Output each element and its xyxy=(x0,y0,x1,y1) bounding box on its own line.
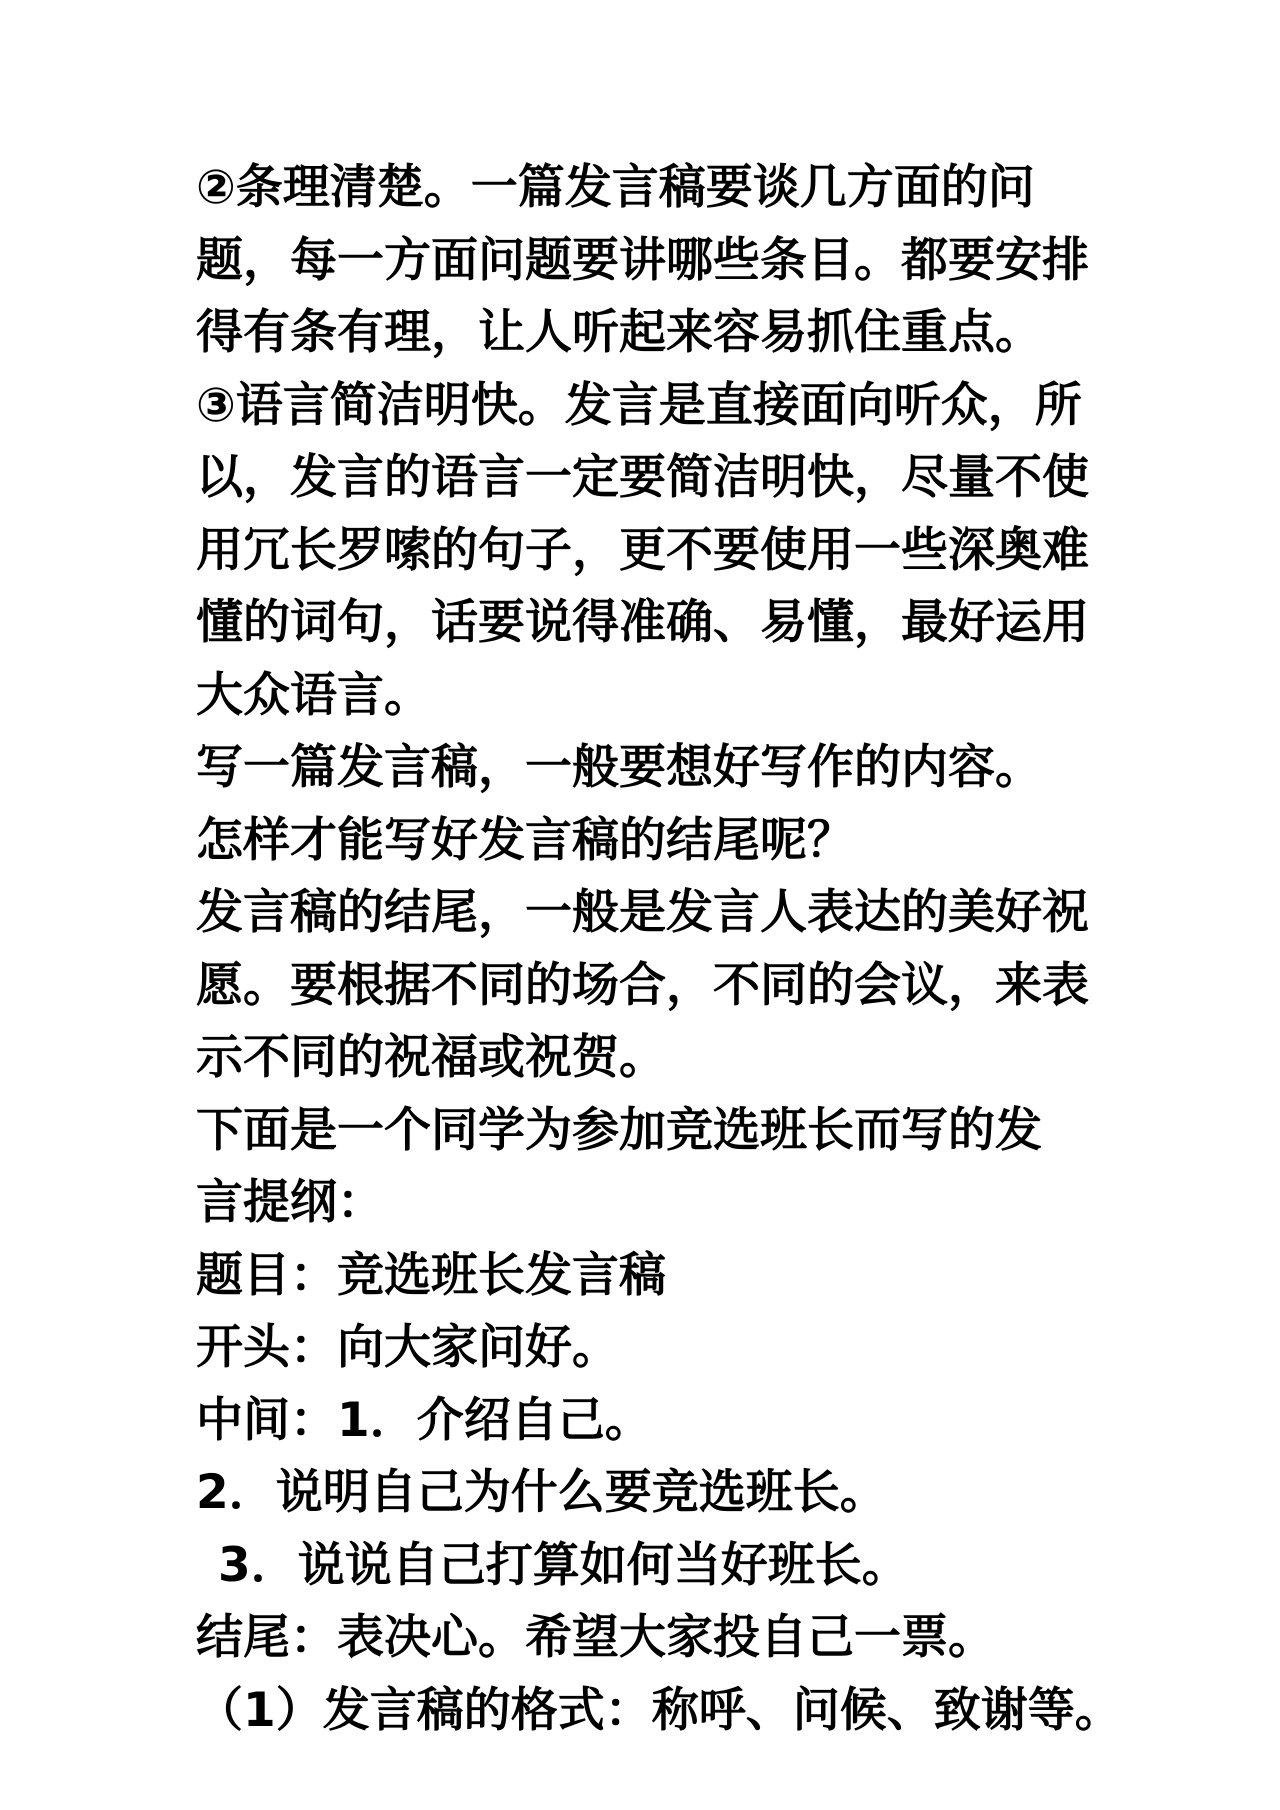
text-line: 写一篇发言稿，一般要想好写作的内容。 xyxy=(196,740,1042,795)
text-line: 得有条有理，让人听起来容易抓住重点。 xyxy=(196,305,1042,360)
text-line: 言提纲： xyxy=(196,1175,384,1230)
text-line: 发言稿的结尾，一般是发言人表达的美好祝 xyxy=(196,885,1089,940)
text-line: 示不同的祝福或祝贺。 xyxy=(196,1030,666,1085)
text-line: 题目：竞选班长发言稿 xyxy=(196,1247,666,1303)
text-line: 开头：向大家问好。 xyxy=(196,1320,619,1375)
text-line: 结尾：表决心。希望大家投自己一票。 xyxy=(196,1610,995,1665)
text-line: 题，每一方面问题要讲哪些条目。都要安排 xyxy=(196,232,1089,288)
text-line: ②条理清楚。一篇发言稿要谈几方面的问 xyxy=(196,160,1035,215)
text-line: 大众语言。 xyxy=(196,667,431,723)
text-line: ③语言简洁明快。发言是直接面向听众，所 xyxy=(196,377,1082,433)
text-line: 2．说明自己为什么要竞选班长。 xyxy=(196,1465,887,1520)
text-line: 愿。要根据不同的场合，不同的会议，来表 xyxy=(196,957,1089,1013)
text-line: 下面是一个同学为参加竞选班长而写的发 xyxy=(196,1102,1042,1158)
document-body xyxy=(196,152,1122,1747)
text-line: 中间：1．介绍自己。 xyxy=(196,1392,652,1448)
text-line: （1）发言稿的格式：称呼、问候、致谢等。 xyxy=(196,1682,1122,1738)
text-line: 以，发言的语言一定要简洁明快，尽量不使 xyxy=(196,450,1089,505)
text-line: 3．说说自己打算如何当好班长。 xyxy=(218,1537,909,1593)
text-line: 怎样才能写好发言稿的结尾呢？ xyxy=(196,812,854,868)
text-line: 懂的词句，话要说得准确、易懂，最好运用 xyxy=(196,595,1089,650)
text-line: 用冗长罗嗦的句子，更不要使用一些深奥难 xyxy=(196,522,1089,578)
